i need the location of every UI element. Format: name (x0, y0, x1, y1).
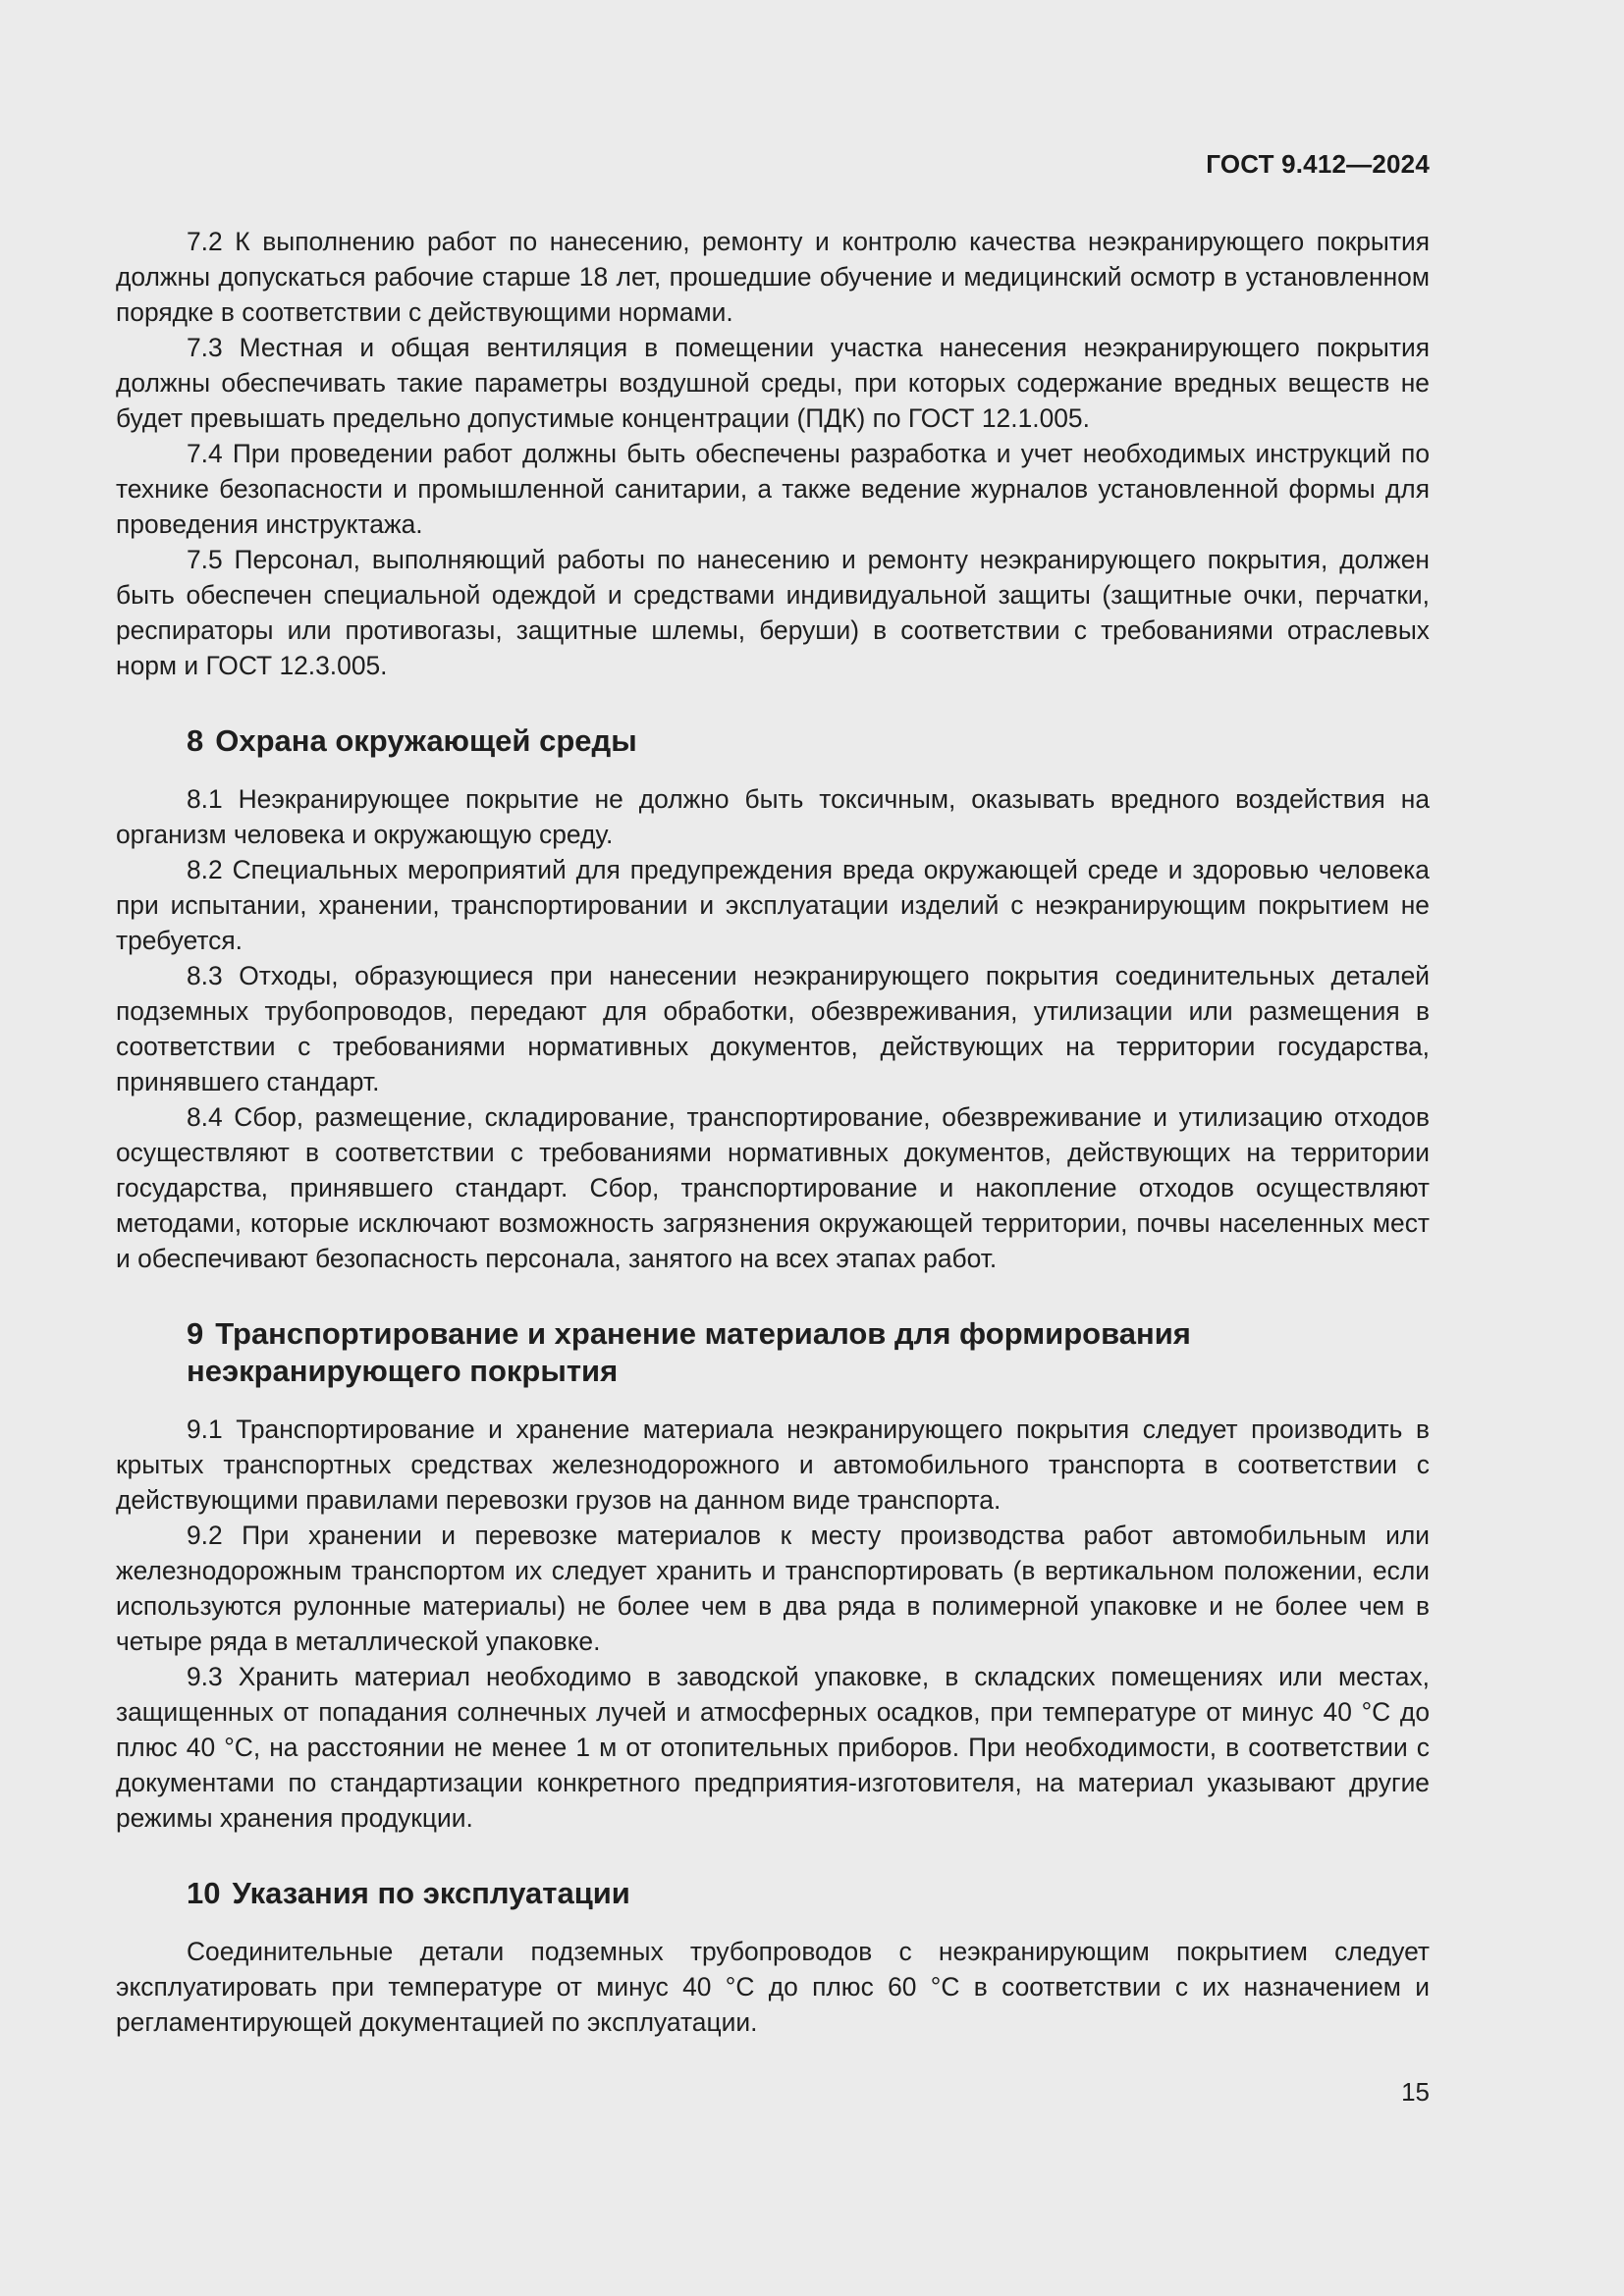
paragraph-7-4: 7.4 При проведении работ должны быть обеспечены разработка и учет необходимых инструкций по технике безопасности и промышленной санитарии, а также ведение журналов установленной формы для проведения инструктажа. (116, 439, 1430, 539)
section-8-title: Охрана окружающей среды (215, 723, 637, 758)
section-9-number: 9 (187, 1316, 204, 1351)
paragraph-9-3: 9.3 Хранить материал необходимо в заводской упаковке, в складских помещениях или местах, защищенных от попадания солнечных лучей и атмосферных осадков, при температуре от минус 40 °С до плюс 40 °С, на расстоянии не менее 1 м от отопительных приборов. При необходимости, в соответствии с документами по стандартизации конкретного предприятия-изготовителя, на материал указывают другие режимы хранения продукции. (116, 1662, 1430, 1833)
paragraph-9-1: 9.1 Транспортирование и хранение материала неэкранирующего покрытия следует производить в крытых транспортных средствах железнодорожного и автомобильного транспорта в соответствии с действующими правилами перевозки грузов на данном виде транспорта. (116, 1415, 1430, 1515)
section-9-heading (116, 1315, 1430, 1390)
section-9-title-line1: Транспортирование и хранение материалов для формирования (215, 1316, 1191, 1351)
page-content (116, 224, 1430, 2040)
paragraph-9-2: 9.2 При хранении и перевозке материалов к месту производства работ автомобильным или железнодорожным транспортом их следует хранить и транспортировать (в вертикальном положении, если используются рулонные материалы) не более чем в два ряда в полимерной упаковке и не более чем в четыре ряда в металлической упаковке. (116, 1521, 1430, 1656)
paragraph-7-2: 7.2 К выполнению работ по нанесению, ремонту и контролю качества неэкранирующего покрытия должны допускаться рабочие старше 18 лет, прошедшие обучение и медицинский осмотр в установленном порядке в соответствии с действующими нормами. (116, 227, 1430, 327)
paragraph-7-5: 7.5 Персонал, выполняющий работы по нанесению и ремонту неэкранирующего покрытия, должен быть обеспечен специальной одеждой и средствами индивидуальной защиты (защитные очки, перчатки, респираторы или противогазы, защитные шлемы, беруши) в соответствии с требованиями отраслевых норм и ГОСТ 12.3.005. (116, 545, 1430, 680)
section-10-title: Указания по эксплуатации (232, 1876, 630, 1910)
paragraph-10: Соединительные детали подземных трубопроводов с неэкранирующим покрытием следует эксплуатировать при температуре от минус 40 °С до плюс 60 °С в соответствии с их назначением и регламентирующей документацией по эксплуатации. (116, 1937, 1430, 2037)
paragraph-8-2: 8.2 Специальных мероприятий для предупреждения вреда окружающей среде и здоровью человека при испытании, хранении, транспортировании и эксплуатации изделий с неэкранирующим покрытием не требуется. (116, 855, 1430, 955)
section-10-heading (116, 1875, 1430, 1912)
paragraph-8-1: 8.1 Неэкранирующее покрытие не должно быть токсичным, оказывать вредного воздействия на организм человека и окружающую среду. (116, 784, 1430, 849)
document-page (116, 0, 1430, 2296)
paragraph-8-3: 8.3 Отходы, образующиеся при нанесении неэкранирующего покрытия соединительных деталей подземных трубопроводов, передают для обработки, обезвреживания, утилизации или размещения в соответствии с требованиями нормативных документов, действующих на территории государства, принявшего стандарт. (116, 961, 1430, 1096)
section-8-number: 8 (187, 723, 204, 758)
section-9-title-line2: неэкранирующего покрытия (187, 1354, 619, 1388)
section-8-heading (116, 722, 1430, 760)
paragraph-7-3: 7.3 Местная и общая вентиляция в помещении участка нанесения неэкранирующего покрытия должны обеспечивать такие параметры воздушной среды, при которых содержание вредных веществ не будет превышать предельно допустимые концентрации (ПДК) по ГОСТ 12.1.005. (116, 333, 1430, 433)
page-number: 15 (1401, 2077, 1430, 2107)
paragraph-8-4: 8.4 Сбор, размещение, складирование, транспортирование, обезвреживание и утилизацию отходов осуществляют в соответствии с требованиями нормативных документов, действующих на территории государства, принявшего стандарт. Сбор, транспортирование и накопление отходов осуществляют методами, которые исключают возможность загрязнения окружающей территории, почвы населенных мест и обеспечивают безопасность персонала, занятого на всех этапах работ. (116, 1102, 1430, 1273)
section-10-number: 10 (187, 1876, 221, 1910)
document-code-header: ГОСТ 9.412—2024 (1206, 149, 1430, 179)
